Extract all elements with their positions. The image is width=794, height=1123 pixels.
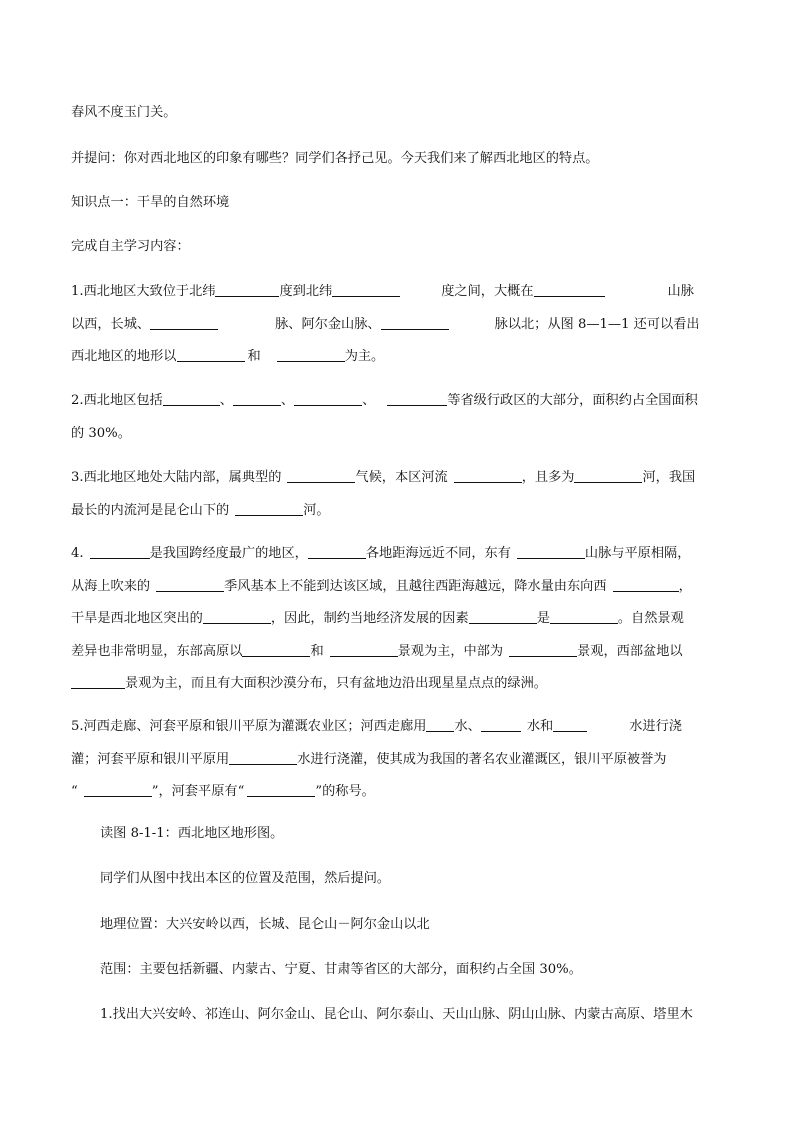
fill-blank[interactable] bbox=[150, 315, 218, 330]
q1-text: 山脉 bbox=[667, 284, 694, 299]
fill-blank[interactable] bbox=[550, 609, 618, 624]
knowledge-point-heading: 知识点一：干旱的自然环境 bbox=[71, 195, 230, 210]
q1-text: 度到北纬 bbox=[279, 284, 333, 299]
fill-blank[interactable] bbox=[387, 391, 447, 406]
q5-text: ”的称号。 bbox=[315, 784, 375, 799]
question-3 bbox=[71, 462, 726, 527]
q1-text: 以西，长城、 bbox=[71, 316, 151, 332]
q4-text: 景观为主，而且有大面积沙漠分布，只有盆地边沿出现星星点点的绿洲。 bbox=[125, 676, 547, 691]
fill-blank[interactable] bbox=[574, 468, 642, 483]
q3-text: ，且多为 bbox=[521, 470, 575, 485]
q1-text: 度之间，大概在 bbox=[441, 284, 534, 299]
q4-text: 。自然景观 bbox=[617, 611, 684, 626]
fill-blank[interactable] bbox=[163, 391, 220, 406]
q5-text: 水进行浇 bbox=[629, 719, 682, 734]
q5-text: “ bbox=[71, 784, 78, 799]
q4-text: 各地距海远近不同，东有 bbox=[365, 546, 511, 561]
q5-text: 水、 bbox=[454, 719, 481, 734]
q4-text: ， bbox=[678, 578, 692, 594]
question-2 bbox=[71, 385, 726, 450]
q4-text: 是 bbox=[536, 611, 550, 626]
q5-text: 灌；河套平原和银川平原用 bbox=[71, 751, 230, 767]
fill-blank[interactable] bbox=[517, 544, 585, 559]
intro-question: 并提问：你对西北地区的印象有哪些？同学们各抒己见。今天我们来了解西北地区的特点。 bbox=[71, 151, 599, 166]
q4-text: 季风基本上不能到达该区域，且越往西距海越远，降水量由东向西 bbox=[224, 578, 607, 594]
fill-blank[interactable] bbox=[229, 750, 297, 765]
fill-blank[interactable] bbox=[215, 282, 279, 297]
q2-text: 、 bbox=[219, 393, 233, 408]
fill-blank[interactable] bbox=[381, 315, 449, 330]
q1-text: 西北地区的地形以 bbox=[71, 349, 177, 364]
fill-blank[interactable] bbox=[330, 642, 398, 657]
fill-blank[interactable] bbox=[156, 577, 224, 592]
fill-blank[interactable] bbox=[277, 347, 345, 362]
q4-text: 景观为主，中部为 bbox=[397, 643, 504, 659]
q5-text: 水进行浇灌，使其成为我国的著名农业灌溉区，银川平原被誉为 bbox=[297, 751, 667, 767]
reading-item-1: 1.找出大兴安岭、祁连山、阿尔金山、昆仑山、阿尔泰山、天山山脉、阴山山脉、内蒙古高原、塔里木 bbox=[100, 1007, 693, 1022]
question-4 bbox=[71, 538, 726, 701]
fill-blank[interactable] bbox=[233, 391, 281, 406]
question-5 bbox=[71, 711, 726, 809]
q3-text: 气候，本区河流 bbox=[355, 470, 448, 485]
q2-text: 等省级行政区的大部分，面积约占全国面积 bbox=[447, 393, 698, 408]
q5-text: ”，河套平原有“ bbox=[151, 784, 245, 799]
q1-text: 脉以北；从图 8—1—1 还可以看出 bbox=[494, 316, 700, 332]
fill-blank[interactable] bbox=[235, 501, 303, 516]
q4-text: 是我国跨经度最广的地区， bbox=[149, 546, 308, 561]
q1-text: 为主。 bbox=[344, 349, 385, 364]
fill-blank[interactable] bbox=[84, 782, 152, 797]
q4-text: 和 bbox=[310, 643, 324, 659]
q5-text: 5.河西走廊、河套平原和银川平原为灌溉农业区；河西走廊用 bbox=[71, 719, 427, 734]
q4-text: 从海上吹来的 bbox=[71, 578, 151, 594]
fill-blank[interactable] bbox=[509, 642, 577, 657]
q1-text: 脉、阿尔金山脉、 bbox=[275, 316, 381, 332]
reading-find: 同学们从图中找出本区的位置及范围，然后提问。 bbox=[100, 871, 391, 886]
fill-blank[interactable] bbox=[287, 468, 355, 483]
q4-text: 山脉与平原相隔， bbox=[584, 546, 691, 561]
fill-blank[interactable] bbox=[294, 391, 362, 406]
q4-text: 干旱是西北地区突出的 bbox=[71, 611, 203, 626]
fill-blank[interactable] bbox=[90, 544, 150, 559]
fill-blank[interactable] bbox=[481, 717, 521, 732]
q4-text: 景观，西部盆地以 bbox=[577, 643, 683, 659]
fill-blank[interactable] bbox=[247, 782, 315, 797]
fill-blank[interactable] bbox=[426, 717, 454, 732]
fill-blank[interactable] bbox=[469, 609, 537, 624]
fill-blank[interactable] bbox=[613, 577, 679, 592]
intro-poem: 春风不度玉门关。 bbox=[71, 105, 177, 120]
fill-blank[interactable] bbox=[332, 282, 400, 297]
q2-text: 、 bbox=[280, 393, 295, 408]
q4-text: 4. bbox=[71, 546, 84, 561]
q2-text: 的 30%。 bbox=[71, 425, 131, 441]
reading-location: 地理位置：大兴安岭以西，长城、昆仑山－阿尔金山以北 bbox=[100, 917, 430, 932]
fill-blank[interactable] bbox=[308, 544, 366, 559]
q3-text: 最长的内流河是昆仑山下的 bbox=[71, 502, 230, 518]
fill-blank[interactable] bbox=[242, 642, 310, 657]
q2-text: 、 bbox=[362, 393, 376, 408]
fill-blank[interactable] bbox=[454, 468, 522, 483]
fill-blank[interactable] bbox=[203, 609, 271, 624]
q1-text: 1.西北地区大致位于北纬 bbox=[71, 284, 216, 299]
reading-scope: 范围：主要包括新疆、内蒙古、宁夏、甘肃等省区的大部分，面积约占全国 30%。 bbox=[100, 962, 582, 977]
task-instruction: 完成自主学习内容： bbox=[71, 239, 190, 254]
q4-text: ，因此，制约当地经济发展的因素 bbox=[270, 611, 469, 626]
q3-text: 河，我国 bbox=[642, 470, 696, 485]
question-1 bbox=[71, 276, 726, 374]
fill-blank[interactable] bbox=[177, 347, 245, 362]
q3-text: 3.西北地区地处大陆内部，属典型的 bbox=[71, 470, 282, 485]
q5-text: 水和 bbox=[526, 719, 554, 734]
q3-text: 河。 bbox=[303, 502, 330, 518]
q2-text: 2.西北地区包括 bbox=[71, 393, 163, 408]
fill-blank[interactable] bbox=[553, 717, 587, 732]
fill-blank[interactable] bbox=[534, 282, 605, 297]
q4-text: 差异也非常明显，东部高原以 bbox=[71, 643, 243, 659]
fill-blank[interactable] bbox=[71, 674, 125, 689]
q1-text: 和 bbox=[247, 349, 261, 364]
reading-map: 读图 8-1-1：西北地区地形图。 bbox=[100, 826, 284, 841]
